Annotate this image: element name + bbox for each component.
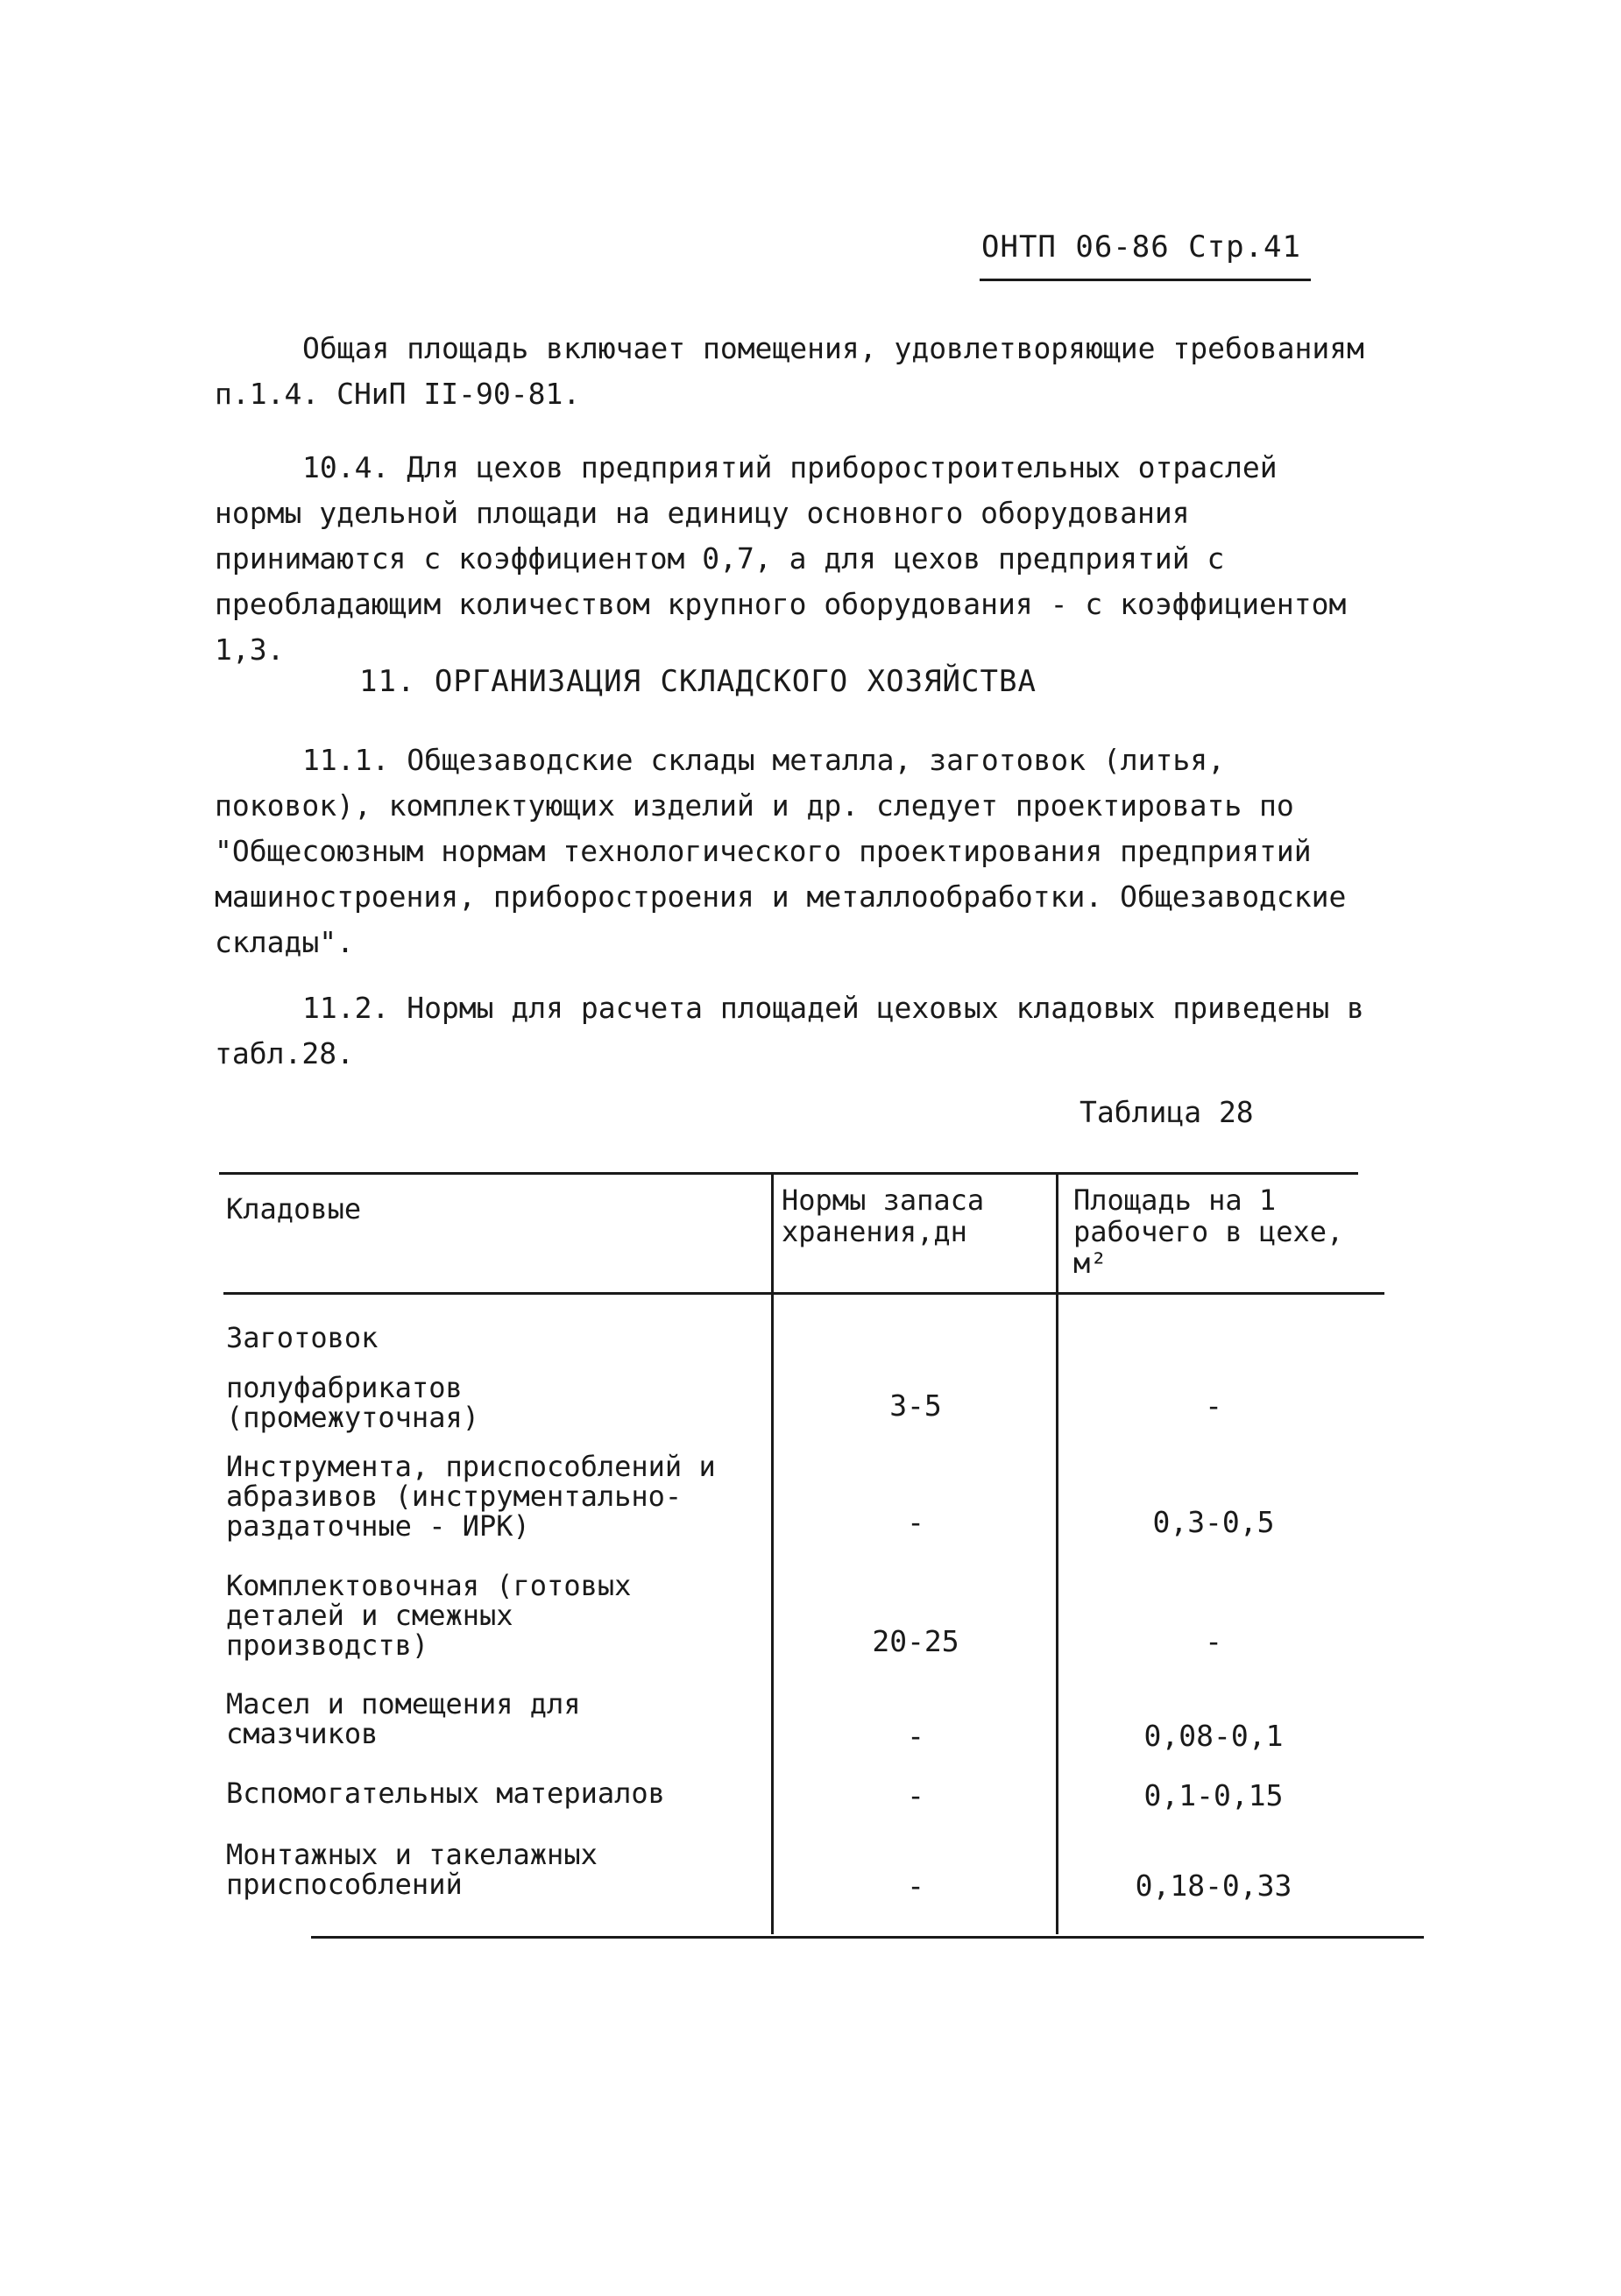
paragraph-11-1: 11.1. Общезаводские склады металла, заготовок (литья, поковок), комплектующих изделий и др. следует проектировать по "Общесоюзным нормам технологического проектирования предприятий машиностроения, приборостроения и металлообработки. Общезаводские склады". (215, 743, 1347, 959)
row-area: 0,3-0,5 (1152, 1505, 1275, 1539)
table-top-rule (219, 1172, 1358, 1175)
row-area: 0,1-0,15 (1143, 1778, 1284, 1812)
row-norm: 20-25 (872, 1624, 959, 1658)
table-header-rule (223, 1292, 1384, 1295)
row-norm: - (907, 1778, 924, 1812)
table-column-divider-2 (1056, 1172, 1058, 1934)
header-storerooms: Кладовые (226, 1192, 362, 1226)
paragraph-general-area: Общая площадь включает помещения, удовлетворяющие требованиям п.1.4. СНиП II-90-81. (215, 331, 1364, 411)
row-name: Вспомогательных материалов (226, 1777, 665, 1810)
row-area: - (1205, 1388, 1222, 1423)
row-area: - (1205, 1624, 1222, 1658)
row-name: Комплектовочная (готовых деталей и смежных производств) (226, 1569, 632, 1662)
table-caption: Таблица 28 (1079, 1095, 1254, 1129)
paragraph-10-4: 10.4. Для цехов предприятий приборостроительных отраслей нормы удельной площади на единицу основного оборудования принимаются с коэффициентом 0,7, а для цехов предприятий с преобладающим количеством крупного оборудования - с коэффициентом 1,3. (215, 450, 1347, 667)
header-area-per-worker: Площадь на 1 рабочего в цехе, м² (1073, 1183, 1344, 1280)
table-bottom-rule (311, 1936, 1424, 1939)
header-storage-norms: Нормы запаса хранения,дн (782, 1183, 985, 1248)
row-name: полуфабрикатов (промежуточная) (226, 1371, 479, 1434)
table-column-divider-1 (771, 1172, 774, 1934)
row-area: 0,18-0,33 (1135, 1869, 1292, 1903)
paragraph-11-2: 11.2. Нормы для расчета площадей цеховых кладовых приведены в табл.28. (215, 991, 1364, 1070)
header-underline (980, 279, 1311, 281)
row-area: 0,08-0,1 (1143, 1719, 1284, 1753)
row-name: Масел и помещения для смазчиков (226, 1687, 581, 1750)
row-name: Заготовок (226, 1321, 379, 1354)
row-norm: - (907, 1869, 924, 1903)
row-norm: 3-5 (889, 1388, 942, 1423)
row-name: Монтажных и такелажных приспособлений (226, 1838, 598, 1901)
row-name: Инструмента, приспособлений и абразивов (инструментально-раздаточные - ИРК) (226, 1450, 716, 1543)
page-header: ОНТП 06-86 Стр.41 (981, 230, 1301, 265)
row-norm: - (907, 1505, 924, 1539)
section-title: 11. ОРГАНИЗАЦИЯ СКЛАДСКОГО ХОЗЯЙСТВА (359, 664, 1037, 699)
row-norm: - (907, 1719, 924, 1753)
